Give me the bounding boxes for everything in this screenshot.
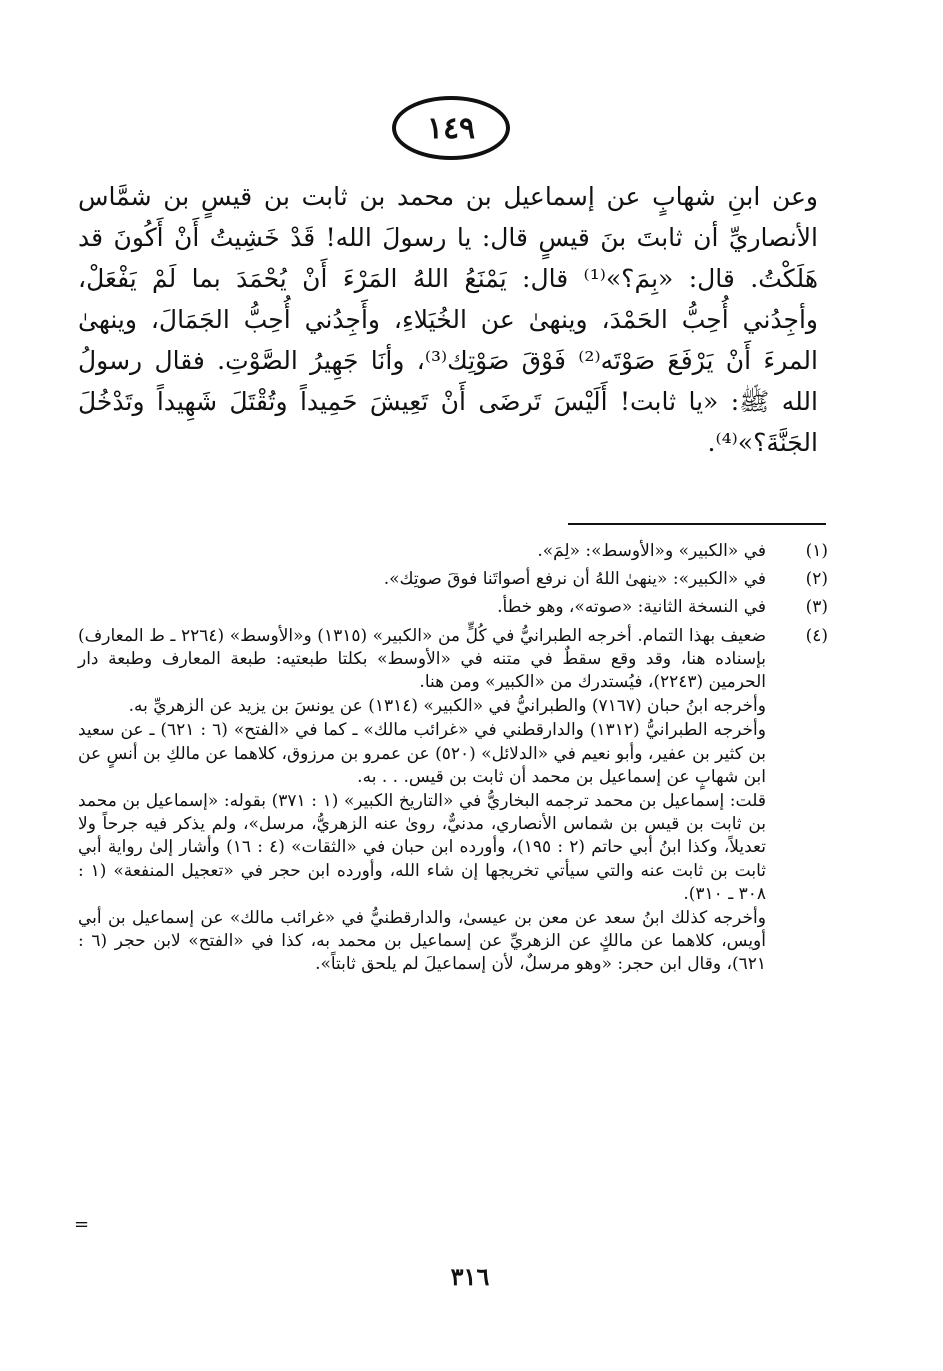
- footnote-paragraph: في «الكبير» و«الأوسط»: «لِمَ».: [537, 541, 766, 561]
- footnote-paragraph: قلت: إسماعيل بن محمد ترجمه البخاريُّ في «التاريخ الكبير» (١ : ٣٧١) بقوله: «إسماعيل بن محمد بن ثابت بن قيس بن شماس الأنصاري، مدنيٌّ، روىٰ عنه الزهريُّ، مرسل»، ولم يذكر فيه جرحاً ولا تعديلاً، وكذا ابنُ أبي حاتم (٢ : ١٩٥)، وأورده ابن حبان في «الثقات» (٤ : ١٦) وأشار إلىٰ رواية أبي ثابت بن ثابت عنه والتي سيأتي تخريجها إن شاء الله، وأورده ابن حجر في «تعجيل المنفعة» (١ : ٣٠٨ ـ ٣١٠).: [78, 791, 766, 904]
- footnote-paragraph: وأخرجه ابنُ حبان (٧١٦٧) والطبرانيُّ في «الكبير» (١٣١٤) عن يونسَ بن يزيد عن الزهريِّ به.: [128, 696, 766, 717]
- footnote-body: [78, 568, 766, 592]
- footnote-item: [78, 596, 828, 620]
- footnote-divider: [568, 523, 826, 525]
- footnote-body: [78, 625, 766, 978]
- hadith-number-badge: [392, 96, 510, 160]
- footnote-paragraph: في النسخة الثانية: «صوته»، وهو خطأ.: [497, 597, 766, 618]
- footnote-item: [78, 568, 828, 592]
- footnote-paragraph: وأخرجه الطبرانيُّ (١٣١٢) والدارقطني في «غرائب مالك» ـ كما في «الفتح» (٦ : ٦٢١) ـ عن سعيد بن كثير بن عفير، وأبو نعيم في «الدلائل» (٥٢٠) عن عمرو بن مرزوق، كلاهما عن مالكِ بن أنسٍ عن ابن شهابٍ عن إسماعيل بن محمد أن ثابت بن قيس. . . به.: [78, 720, 766, 787]
- page-number: ٣١٦: [450, 1262, 490, 1291]
- footnote-paragraph: ضعيف بهذا التمام. أخرجه الطبرانيُّ في كُلٍّ من «الكبير» (١٣١٥) و«الأوسط» (٢٢٦٤ ـ ط المعارف) بإسناده هنا، وقد وقع سقطٌ في متنه في «الأوسط» بكلتا طبعتيه: طبعة المعارف وطبعة دار الحرمين (٢٢٤٣)، فيُستدرك من «الكبير» ومن هنا.: [78, 625, 766, 693]
- hadith-number: ١٤٩: [426, 110, 476, 146]
- footnote-item: [78, 540, 828, 564]
- hadith-text-block: [78, 176, 818, 463]
- footnote-paragraph: وأخرجه كذلك ابنُ سعد عن معن بن عيسىٰ، والدارقطنيُّ في «غرائب مالك» عن إسماعيل بن أبي أويس، كلاهما عن مالكٍ عن الزهريِّ عن إسماعيل بن محمد به، كذا في «الفتح» لابن حجر (٦ : ٦٢١)، وقال ابن حجر: «وهو مرسلٌ، لأن إسماعيلَ لم يلحق ثابتاً».: [78, 908, 766, 975]
- footnote-body: [78, 540, 766, 564]
- footnote-body: [78, 596, 766, 620]
- footnote-paragraph: في «الكبير»: «ينهىٰ اللهُ أن نرفع أصواتَنا فوقَ صوتِك».: [383, 569, 766, 590]
- hadith-text: وعن ابنِ شهابٍ عن إسماعيل بن محمد بن ثابت بن قيسٍ بن شمَّاس الأنصاريِّ أن ثابتَ بنَ قيسٍ قال: يا رسولَ الله! قَدْ خَشِيتُ أَنْ أَكُونَ قد هَلَكْتُ. قال: «بِمَ؟»⁽¹⁾ قال: يَمْنَعُ اللهُ المَرْءَ أَنْ يُحْمَدَ بما لَمْ يَفْعَلْ، وأجِدُني أُحِبُّ الحَمْدَ، وينهىٰ عن الخُيَلاءِ، وأَجِدُني أُحِبُّ الجَمَالَ، وينهىٰ المرءَ أَنْ يَرْفَعَ صَوْتَه⁽²⁾ فَوْقَ صَوْتِك⁽³⁾، وأنَا جَهِيرُ الصَّوْتِ. فقال رسولُ الله ﷺ: «يا ثابت! أَلَيْسَ تَرضَى أَنْ تَعِيشَ حَمِيداً وتُقْتَلَ شَهِيداً وتَدْخُلَ الجَنَّةَ؟»⁽⁴⁾.: [78, 182, 819, 457]
- continuation-mark: =: [74, 1214, 90, 1235]
- footnote-number: (١): [805, 541, 828, 561]
- footnote-item: [78, 625, 828, 978]
- footnotes: [78, 540, 828, 982]
- footnote-number: (٣): [805, 597, 828, 618]
- footnote-number: (٤): [805, 625, 828, 646]
- footnote-number: (٢): [805, 569, 828, 590]
